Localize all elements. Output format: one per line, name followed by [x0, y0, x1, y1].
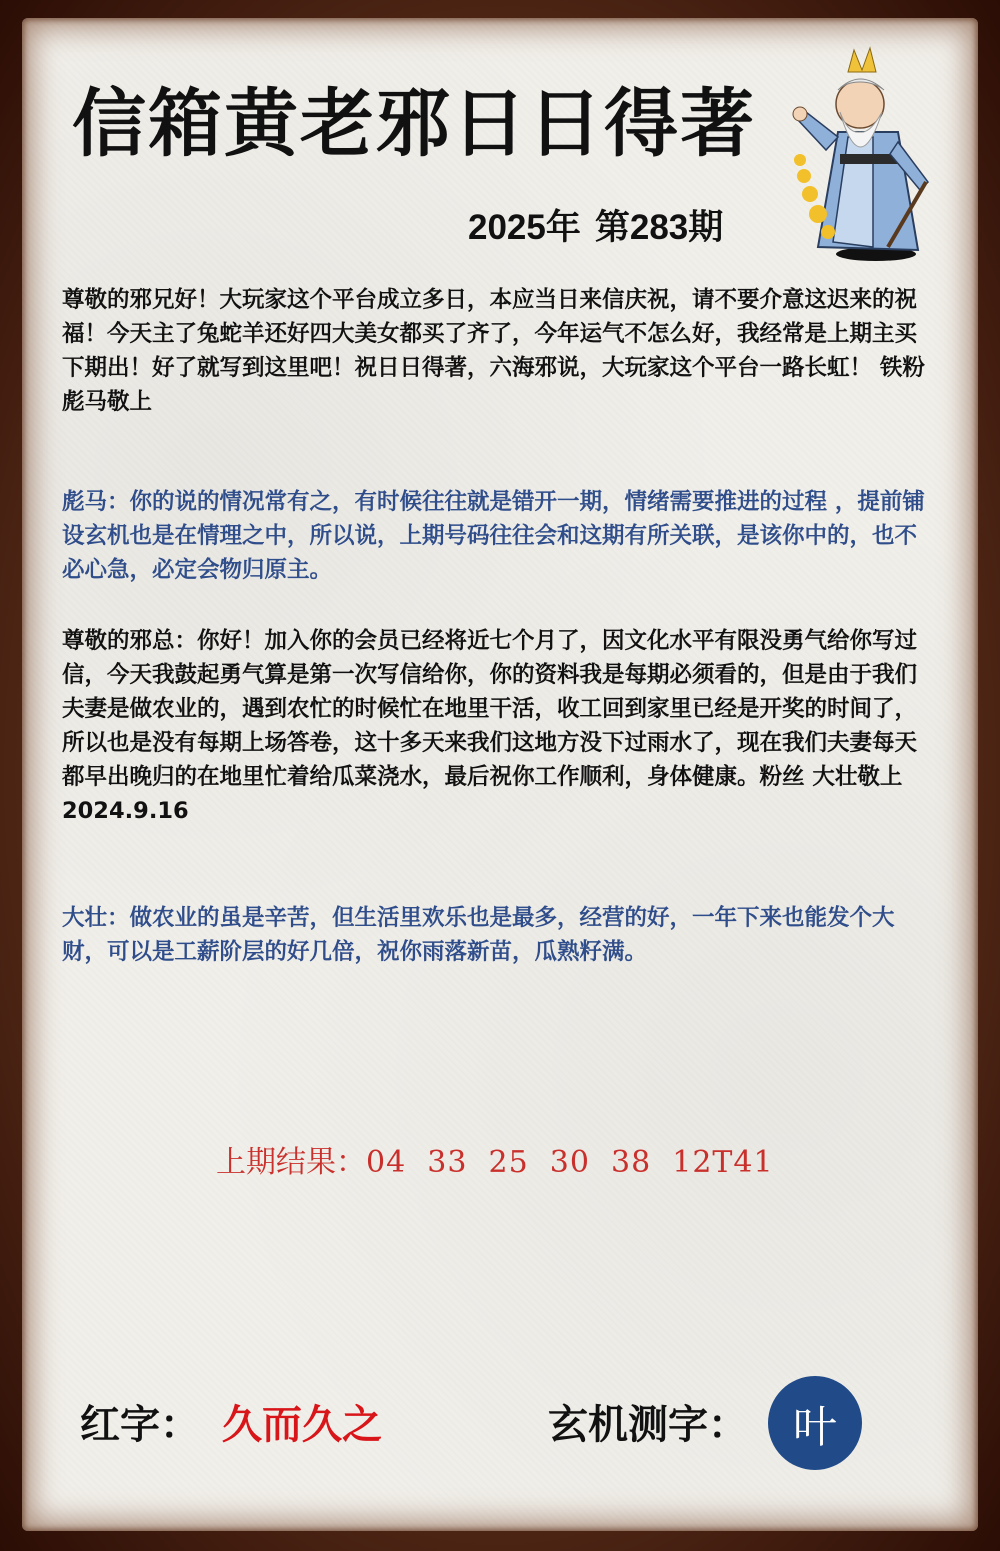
last-result — [216, 1137, 916, 1181]
red-word-value: 久而久之 — [222, 1402, 382, 1448]
gold-bead — [794, 154, 806, 166]
gold-bead — [809, 205, 827, 223]
riddle-char: 叶 — [793, 1402, 837, 1453]
page-title: 信箱黄老邪日日得著 — [72, 81, 756, 167]
gold-bead — [821, 225, 835, 239]
letter-1: 尊敬的邪兄好！大玩家这个平台成立多日，本应当日来信庆祝，请不要介意这迟来的祝福！今天主了兔蛇羊还好四大美女都买了齐了，今年运气不怎么好，我经常是上期主买下期出！好了就写到这里吧！祝日日得著，六海邪说，大玩家这个平台一路长虹！ 铁粉彪马敬上 — [62, 287, 925, 415]
issue-number: 第283期 — [594, 208, 724, 247]
gold-bead — [797, 169, 811, 183]
result-numbers: 04 33 25 30 38 12T41 — [366, 1145, 774, 1180]
issue-line — [468, 200, 737, 250]
reply-1: 彪马：你的说的情况常有之，有时候往往就是错开一期，情绪需要推进的过程 ，提前铺设玄机也是在情理之中，所以说，上期号码往往会和这期有所关联，是该你中的，也不必心急，必定会物归原主。 — [62, 489, 925, 583]
old-sage-illustration — [778, 42, 948, 272]
gold-bead — [802, 186, 818, 202]
sage-hand — [793, 107, 807, 121]
riddle-label: 玄机测字： — [548, 1402, 748, 1448]
riddle-char-badge — [768, 1376, 862, 1470]
sage-crown — [848, 48, 876, 72]
result-label: 上期结果： — [216, 1145, 366, 1180]
issue-year: 2025年 — [468, 208, 581, 247]
reply-2: 大壮：做农业的虽是辛苦，但生活里欢乐也是最多，经营的好，一年下来也能发个大财，可以是工薪阶层的好几倍，祝你雨落新苗，瓜熟籽满。 — [62, 905, 895, 965]
letter-2: 尊敬的邪总：你好！加入你的会员已经将近七个月了，因文化水平有限没勇气给你写过信，今天我鼓起勇气算是第一次写信给你，你的资料我是每期必须看的，但是由于我们夫妻是做农业的，遇到农忙的时候忙在地里干活，收工回到家里已经是开奖的时间了，所以也是没有每期上场答卷，这十多天来我们这地方没下过雨水了，现在我们夫妻每天都早出晚归的在地里忙着给瓜菜浇水，最后祝你工作顺利，身体健康。粉丝 大壮敬上2024.9.16 — [62, 628, 918, 824]
red-word-label: 红字： — [80, 1402, 200, 1448]
